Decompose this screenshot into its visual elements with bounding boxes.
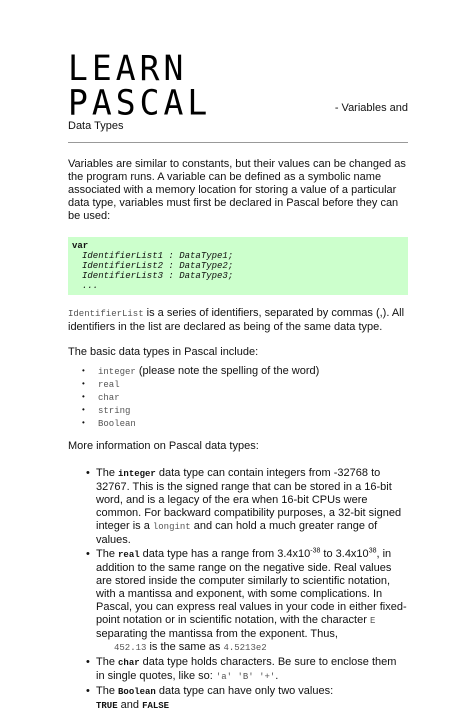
list-item	[90, 378, 408, 391]
identifier-list-code: IdentifierList	[68, 309, 144, 319]
text: The	[96, 548, 119, 560]
real-info-item	[86, 548, 408, 655]
code-line: ...	[82, 281, 99, 291]
code-line: IdentifierList2 : DataType2;	[82, 261, 234, 271]
longint-code: longint	[152, 522, 191, 532]
text: , in addition to the same range on the negative side. Real values are stored inside the computer similarly to scientific notation, with a mantissa and exponent, with some complications. In Pascal, you can express real values in your code in either fixed-point notation or in scientific notation, with the character	[96, 548, 407, 626]
code-line: IdentifierList1 : DataType1;	[82, 251, 234, 261]
type-name: real	[98, 380, 120, 390]
exponent: 38	[368, 547, 377, 555]
char-keyword: char	[118, 658, 140, 668]
text: and	[117, 699, 143, 711]
type-name: char	[98, 393, 120, 403]
integer-keyword: integer	[118, 469, 156, 479]
true-value: TRUE	[96, 701, 118, 711]
text: and can hold a much greater range of values.	[96, 520, 378, 546]
boolean-info-item	[86, 685, 408, 713]
code-keyword-var: var	[72, 241, 89, 251]
false-value: FALSE	[142, 701, 170, 711]
title-row	[68, 47, 408, 123]
basic-types-list	[68, 365, 408, 430]
text: data type has a range from 3.4x10	[139, 548, 311, 560]
type-name: Boolean	[98, 419, 136, 429]
header-divider	[68, 142, 408, 143]
var-code-block	[68, 237, 408, 295]
list-item	[90, 404, 408, 417]
char-info-item	[86, 656, 408, 684]
data-types-info-list	[68, 467, 408, 713]
fixed-point-example: 452.13	[114, 643, 147, 653]
intro-paragraph: Variables are similar to constants, but their values can be changed as the program runs. A variable can be defined as a symbolic name associated with a memory location for storing a value of a particular data type, variables must first be declared in Pascal before they can be used:	[68, 158, 406, 222]
text: The	[96, 685, 119, 697]
text: is the same as	[146, 641, 224, 653]
type-name: string	[98, 406, 131, 416]
scientific-example: 4.5213e2	[223, 643, 267, 653]
text: .	[275, 670, 279, 682]
boolean-keyword: Boolean	[118, 687, 156, 697]
text: The	[96, 467, 119, 479]
list-item	[90, 365, 408, 378]
page-subtitle-continued: Data Types	[68, 120, 124, 132]
e-code: E	[369, 616, 376, 626]
identifier-list-text: is a series of identifiers, separated by commas (,). All identifiers in the list are declared as being of the same data type.	[68, 307, 405, 333]
text: to 3.4x10	[320, 548, 369, 560]
identifier-list-paragraph	[68, 307, 408, 334]
type-name: integer	[98, 367, 136, 377]
basic-types-heading: The basic data types in Pascal include:	[68, 346, 259, 358]
text: data type can have only two values:	[155, 685, 334, 697]
text: data type can contain integers from -32768 to 32767. This is the signed range that can be stored in a 16-bit word, and is a legacy of the era when 16-bit CPUs were common. For backward compatibility purposes, a 32-bit signed integer is a	[96, 467, 402, 532]
list-item	[90, 391, 408, 404]
integer-info-item	[86, 467, 408, 547]
list-item	[90, 417, 408, 430]
char-examples-code: 'a' 'B' '+'	[215, 672, 276, 682]
text: data type holds characters. Be sure to enclose them in single quotes, like so:	[96, 656, 397, 682]
learn-pascal-logo: LEARN PASCAL	[68, 47, 212, 123]
text: separating the mantissa from the exponent. Thus,	[96, 628, 338, 640]
document-page	[68, 47, 408, 714]
real-keyword: real	[118, 550, 140, 560]
code-line: IdentifierList3 : DataType3;	[82, 271, 234, 281]
text: The	[96, 656, 119, 668]
example-line	[96, 641, 267, 653]
more-info-heading: More information on Pascal data types:	[68, 440, 259, 452]
type-note: (please note the spelling of the word)	[135, 365, 320, 377]
page-subtitle: - Variables and	[334, 102, 408, 114]
exponent: -38	[310, 547, 321, 555]
